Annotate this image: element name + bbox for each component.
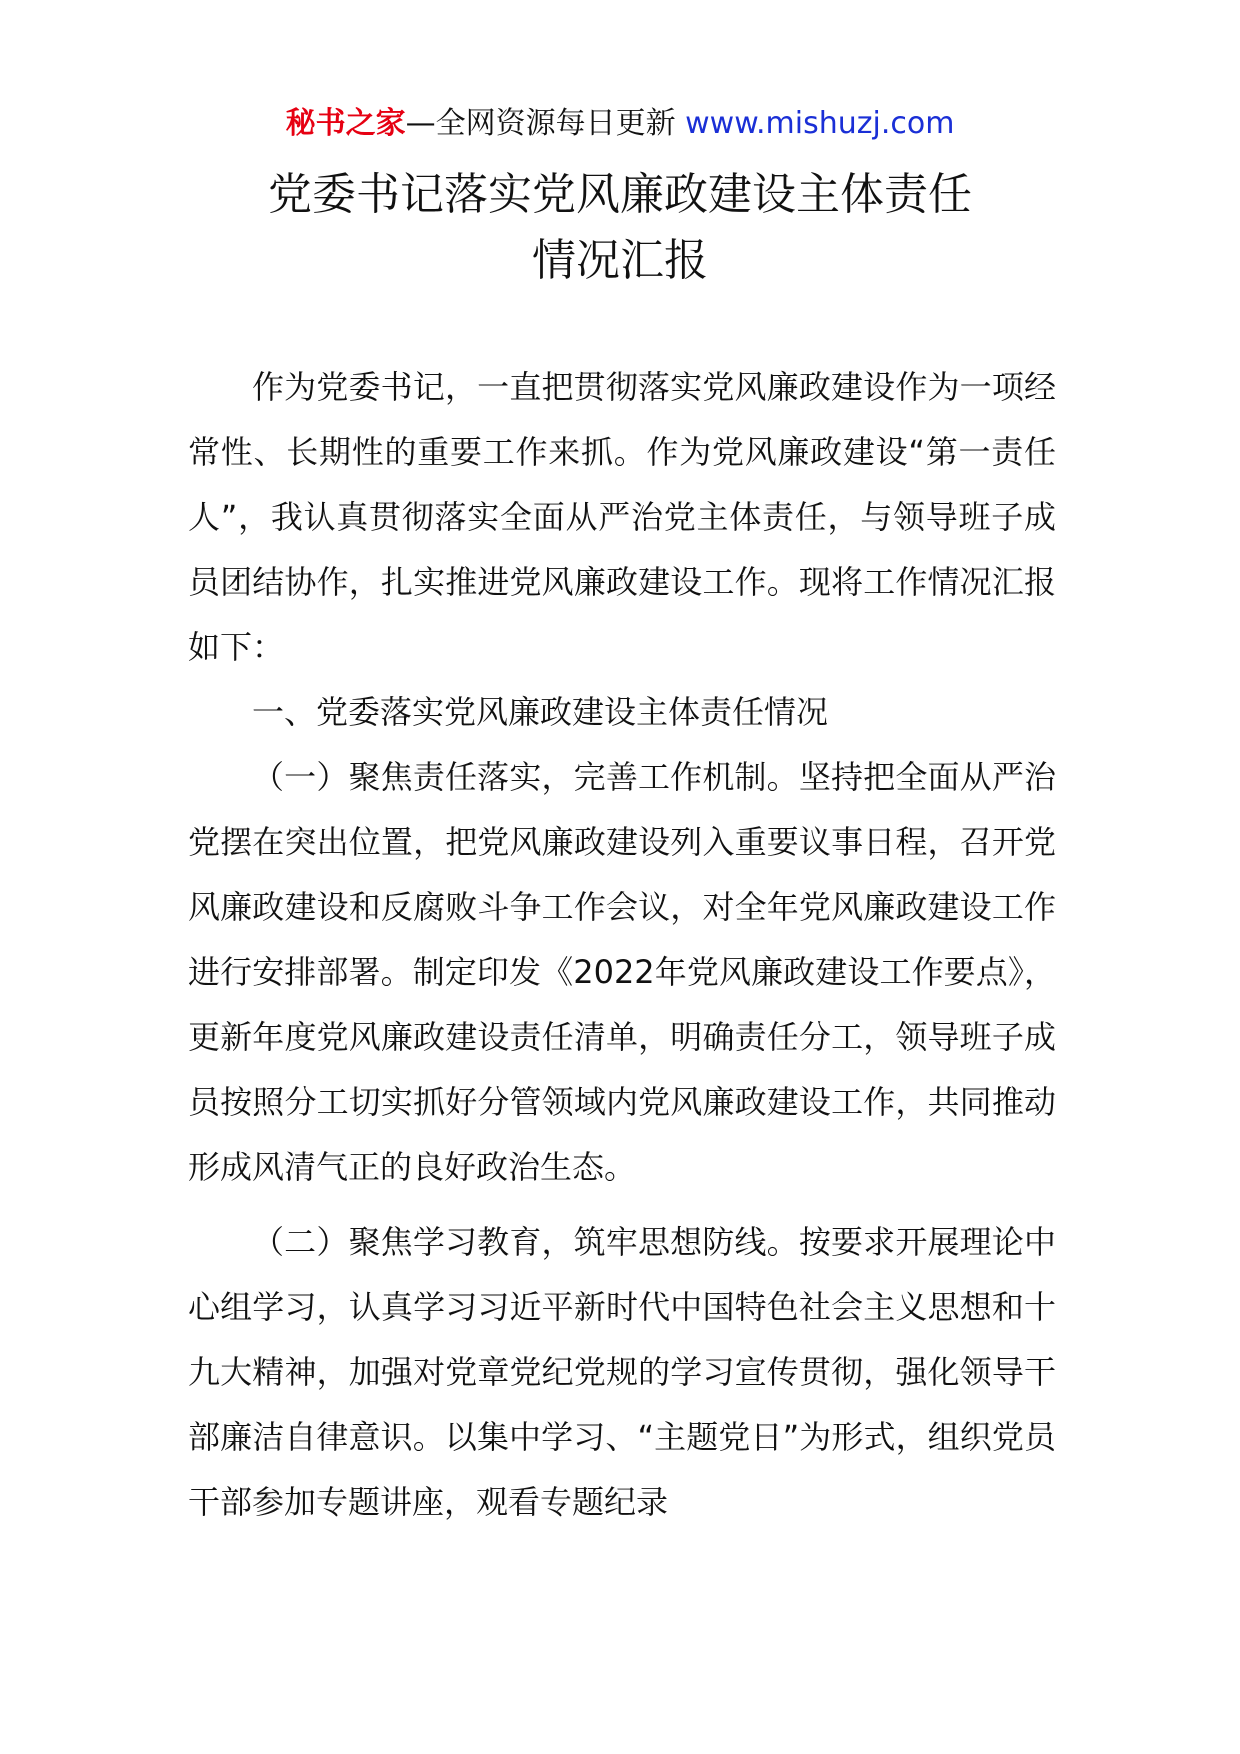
document-body: [188, 355, 1056, 1535]
brand-name: 秘书之家: [285, 106, 406, 141]
site-url-link[interactable]: www.mishuzj.com: [685, 106, 955, 141]
paragraph-study-education: （二）聚焦学习教育，筑牢思想防线。按要求开展理论中心组学习，认真学习习近平新时代中国特色社会主义思想和十九大精神，加强对党章党纪党规的学习宣传贯彻，强化领导干部廉洁自律意识。以集中学习、“主题党日”为形式，组织党员干部参加专题讲座，观看专题纪录: [188, 1223, 1056, 1521]
title-line-1: 党委书记落实党风廉政建设主体责任: [268, 169, 972, 220]
intro-paragraph: 作为党委书记，一直把贯彻落实党风廉政建设作为一项经常性、长期性的重要工作来抓。作为党风廉政建设“第一责任人”，我认真贯彻落实全面从严治党主体责任，与领导班子成员团结协作，扎实推进党风廉政建设工作。现将工作情况汇报如下：: [188, 368, 1056, 666]
section-heading-1: 一、党委落实党风廉政建设主体责任情况: [252, 693, 829, 731]
document-title: [0, 162, 1240, 294]
title-line-2: 情况汇报: [532, 235, 708, 286]
header-banner: [0, 104, 1240, 144]
header-tagline: —全网资源每日更新: [405, 106, 676, 141]
paragraph-responsibility: （一）聚焦责任落实，完善工作机制。坚持把全面从严治党摆在突出位置，把党风廉政建设列入重要议事日程，召开党风廉政建设和反腐败斗争工作会议，对全年党风廉政建设工作进行安排部署。制定印发《2022年党风廉政建设工作要点》，更新年度党风廉政建设责任清单，明确责任分工，领导班子成员按照分工切实抓好分管领域内党风廉政建设工作，共同推动形成风清气正的良好政治生态。: [188, 758, 1056, 1186]
